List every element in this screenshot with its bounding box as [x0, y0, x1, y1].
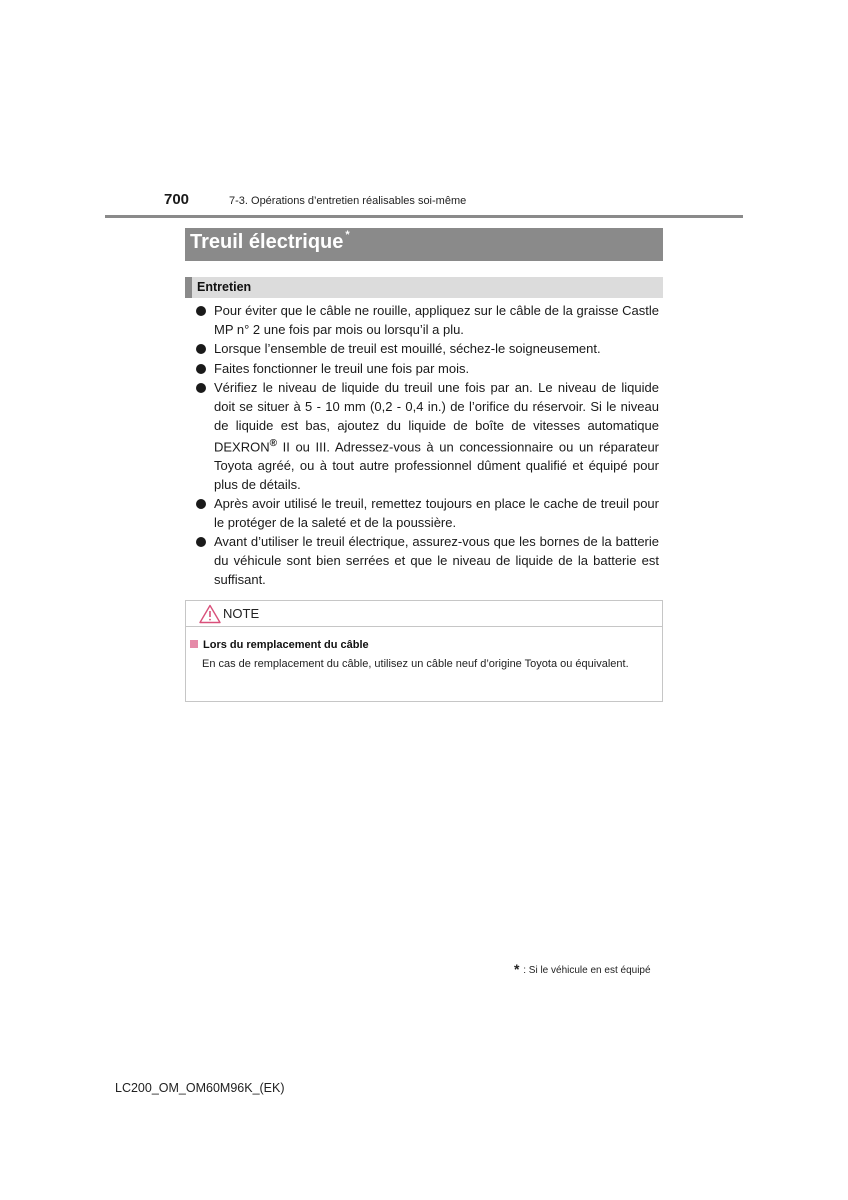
registered-mark: ®	[269, 438, 277, 450]
footnote	[514, 961, 651, 977]
title-band	[185, 228, 663, 261]
warning-triangle-icon	[199, 604, 221, 624]
list-item-text: Vérifiez le niveau de liquide du treuil une fois par an. Le niveau de liquide doit se situer à 5 - 10 mm (0,2 - 0,4 in.) de l’orifice du réservoir. Si le niveau de liquide est bas, ajoutez du liquide de boîte de vitesses automatique DEXRON	[214, 380, 659, 455]
header-rule	[105, 215, 743, 218]
footnote-text: : Si le véhicule en est équipé	[523, 965, 651, 976]
list-item-text: Pour éviter que le câble ne rouille, appliquez sur le câble de la graisse Castle MP n° 2 une fois par mois ou lorsqu’il a plu.	[214, 303, 659, 337]
subsection-accent	[185, 277, 192, 298]
page-title-text: Treuil électrique	[190, 231, 344, 253]
bullet-dot-icon	[196, 537, 206, 547]
title-marker: *	[345, 229, 350, 241]
bullet-dot-icon	[196, 499, 206, 509]
list-item	[196, 533, 659, 589]
list-item	[196, 340, 659, 359]
list-item-text: Après avoir utilisé le treuil, remettez toujours en place le cache de treuil pour le protéger de la saleté et de la poussière.	[214, 496, 659, 530]
bullet-dot-icon	[196, 383, 206, 393]
list-item-text: Avant d’utiliser le treuil électrique, assurez-vous que les bornes de la batterie du véhicule sont bien serrées et que le niveau de liquide de la batterie est suffisant.	[214, 534, 659, 587]
note-box	[185, 600, 663, 702]
note-subheading-text: Lors du remplacement du câble	[203, 639, 369, 651]
footnote-marker: *	[514, 961, 520, 977]
document-code: LC200_OM_OM60M96K_(EK)	[115, 1081, 285, 1095]
bullet-list	[196, 302, 659, 590]
subsection-heading: Entretien	[197, 280, 252, 294]
list-item	[196, 495, 659, 532]
page-number: 700	[164, 191, 190, 208]
list-item-text-continued: II ou III. Adressez-vous à un concessionnaire ou un réparateur Toyota agréé, ou à tout autre professionnel dûment qualifié et équipé pour plus de détails.	[214, 439, 659, 492]
bullet-dot-icon	[196, 306, 206, 316]
bullet-dot-icon	[196, 364, 206, 374]
list-item	[196, 360, 659, 379]
note-header	[186, 601, 662, 627]
bullet-dot-icon	[196, 344, 206, 354]
note-subheading	[190, 639, 369, 651]
page-title	[190, 231, 350, 254]
pink-square-icon	[190, 640, 198, 648]
list-item	[196, 379, 659, 494]
subsection-band	[185, 277, 663, 298]
list-item-text: Lorsque l’ensemble de treuil est mouillé, séchez-le soigneusement.	[214, 341, 601, 357]
section-reference: 7-3. Opérations d’entretien réalisables soi-même	[229, 195, 467, 207]
list-item	[196, 302, 659, 339]
list-item-text: Faites fonctionner le treuil une fois par mois.	[214, 360, 470, 376]
note-label: NOTE	[223, 606, 260, 621]
note-body: En cas de remplacement du câble, utilisez un câble neuf d’origine Toyota ou équivalent.	[202, 658, 629, 670]
